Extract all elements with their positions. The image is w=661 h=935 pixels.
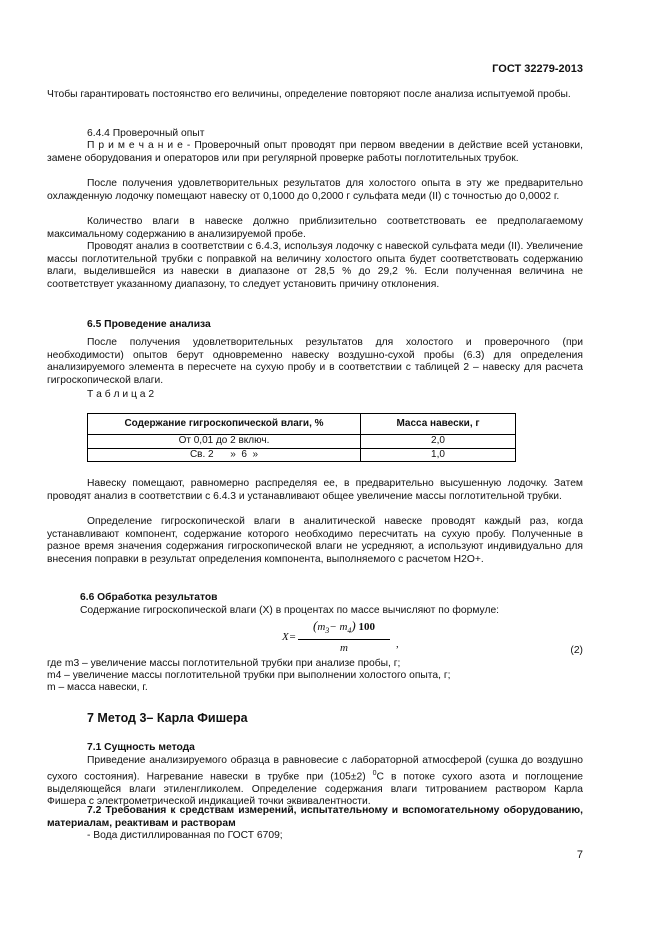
table-cell: Св. 2 » 6 »	[88, 448, 361, 462]
paragraph: После получения удовлетворительных результатов для холостого опыта в эту же предварительно охлажденную лодочку помещают навеску от 0,1000 до 0,2000 г сульфата меди (II) с точностью до 0,0002 г.	[47, 178, 583, 202]
table-cell: 1,0	[361, 448, 516, 462]
var-m: m	[339, 621, 348, 633]
note-label: П р и м е ч а н и е	[87, 140, 183, 151]
paragraph: Количество влаги в навеске должно приблизительно соответствовать ее предполагаемому максимальному содержанию в анализируемой пробе.	[47, 216, 583, 240]
formula-lhs: X=	[282, 631, 297, 643]
where-line: m – масса навески, г.	[47, 682, 148, 693]
section-title-7: 7 Метод 3– Карла Фишера	[87, 711, 248, 725]
section-title-7-2: 7.2 Требования к средствам измерений, испытательному и вспомогательному оборудованию, материалам, реактивам и растворам	[47, 805, 583, 829]
paragraph: Навеску помещают, равномерно распределяя ее, в предварительно высушенную лодочку. Затем проводят анализ в соответствии с 6.4.3 и устанавливают общее увеличение массы поглотительной трубки.	[47, 478, 583, 502]
paragraph: Содержание гигроскопической влаги (X) в процентах по массе вычисляют по формуле:	[80, 605, 500, 616]
paragraph: Определение гигроскопической влаги в аналитической навеске проводят каждый раз, когда устанавливают компонент, содержание которого необходимо пересчитать на сухую пробу. Полученные в разное время значения содержания гигроскопической влаги не усредняют, а используют индивидуально для внесения поправки в результат определения компонента, выполняемого с расчетом H2O+.	[47, 516, 583, 565]
table-cell: 2,0	[361, 435, 516, 449]
formula-comma: ,	[396, 638, 399, 650]
note	[47, 140, 583, 165]
var-m: m	[317, 621, 326, 633]
text: Приведение анализируемого образца в равновесие с лабораторной атмосферой (сушка до воздушно сухого состояния). Нагревание навески в трубке при (105±2)	[47, 755, 583, 783]
document-id: ГОСТ 32279-2013	[492, 63, 583, 75]
paragraph	[47, 755, 583, 809]
paragraph: Чтобы гарантировать постоянство его величины, определение повторяют после анализа испытуемой пробы.	[47, 89, 571, 100]
section-title-6-4-4: 6.4.4 Проверочный опыт	[87, 128, 205, 139]
minus: −	[329, 621, 340, 633]
table-header-cell: Масса навески, г	[361, 414, 516, 435]
factor-100: 100	[355, 621, 376, 633]
formula-denominator: m	[340, 642, 348, 654]
table-2	[87, 413, 516, 462]
where-line: m4 – увеличение массы поглотительной трубки при выполнении холостого опыта, г;	[47, 670, 451, 681]
where-line: где m3 – увеличение массы поглотительной трубки при анализе пробы, г;	[47, 658, 401, 669]
section-title-6-6: 6.6 Обработка результатов	[80, 592, 218, 603]
table-caption: Т а б л и ц а 2	[87, 389, 155, 400]
formula-numerator: $(m_3- m_4)$ 100	[298, 620, 390, 640]
page-number: 7	[576, 849, 583, 861]
paragraph: После получения удовлетворительных результатов для холостого и проверочного (при необходимости) опытов берут одновременно навеску воздушно-сухой пробы (6.3) для определения анализируемого элемента в пересчете на сухую пробу и в соответствии с таблицей 2 – навеску для расчета гигроскопической влаги.	[47, 337, 583, 386]
table-header-row	[88, 414, 516, 435]
table-header-cell: Содержание гигроскопической влаги, %	[88, 414, 361, 435]
section-title-7-1: 7.1 Сущность метода	[87, 742, 195, 753]
table-cell: От 0,01 до 2 включ.	[88, 435, 361, 449]
list-item: - Вода дистиллированная по ГОСТ 6709;	[87, 830, 283, 841]
formula-number: (2)	[570, 645, 583, 656]
note-text: - Проверочный опыт проводят при первом введении в действие всей установки, замене оборудования и операторов или при регулярной проверке работы поглотительных трубок.	[47, 140, 583, 164]
section-title-6-5: 6.5 Проведение анализа	[87, 319, 211, 330]
table-row	[88, 448, 516, 462]
text: С в потоке сухого азота и поглощение выделяющейся влаги этиленгликолем. Определение содержания влаги титрованием раствором Карла Фишера с электрометрической индикацией точки эквивалентности.	[47, 771, 584, 808]
degree-sup: 0	[372, 769, 377, 777]
table-row	[88, 435, 516, 449]
sub-4: 4	[347, 626, 352, 636]
paragraph: Проводят анализ в соответствии с 6.4.3, используя лодочку с навеской сульфата меди (II). Увеличение массы поглотительной трубки с поправкой на величину холостого опыта будет соответствовать содержанию влаги, выделившейся из навески в диапазоне от 28,5 % до 29,2 %. Если полученная величина не соответствует указанному диапазону, то следует установить причину отклонения.	[47, 241, 583, 290]
sub-3: 3	[325, 626, 330, 636]
